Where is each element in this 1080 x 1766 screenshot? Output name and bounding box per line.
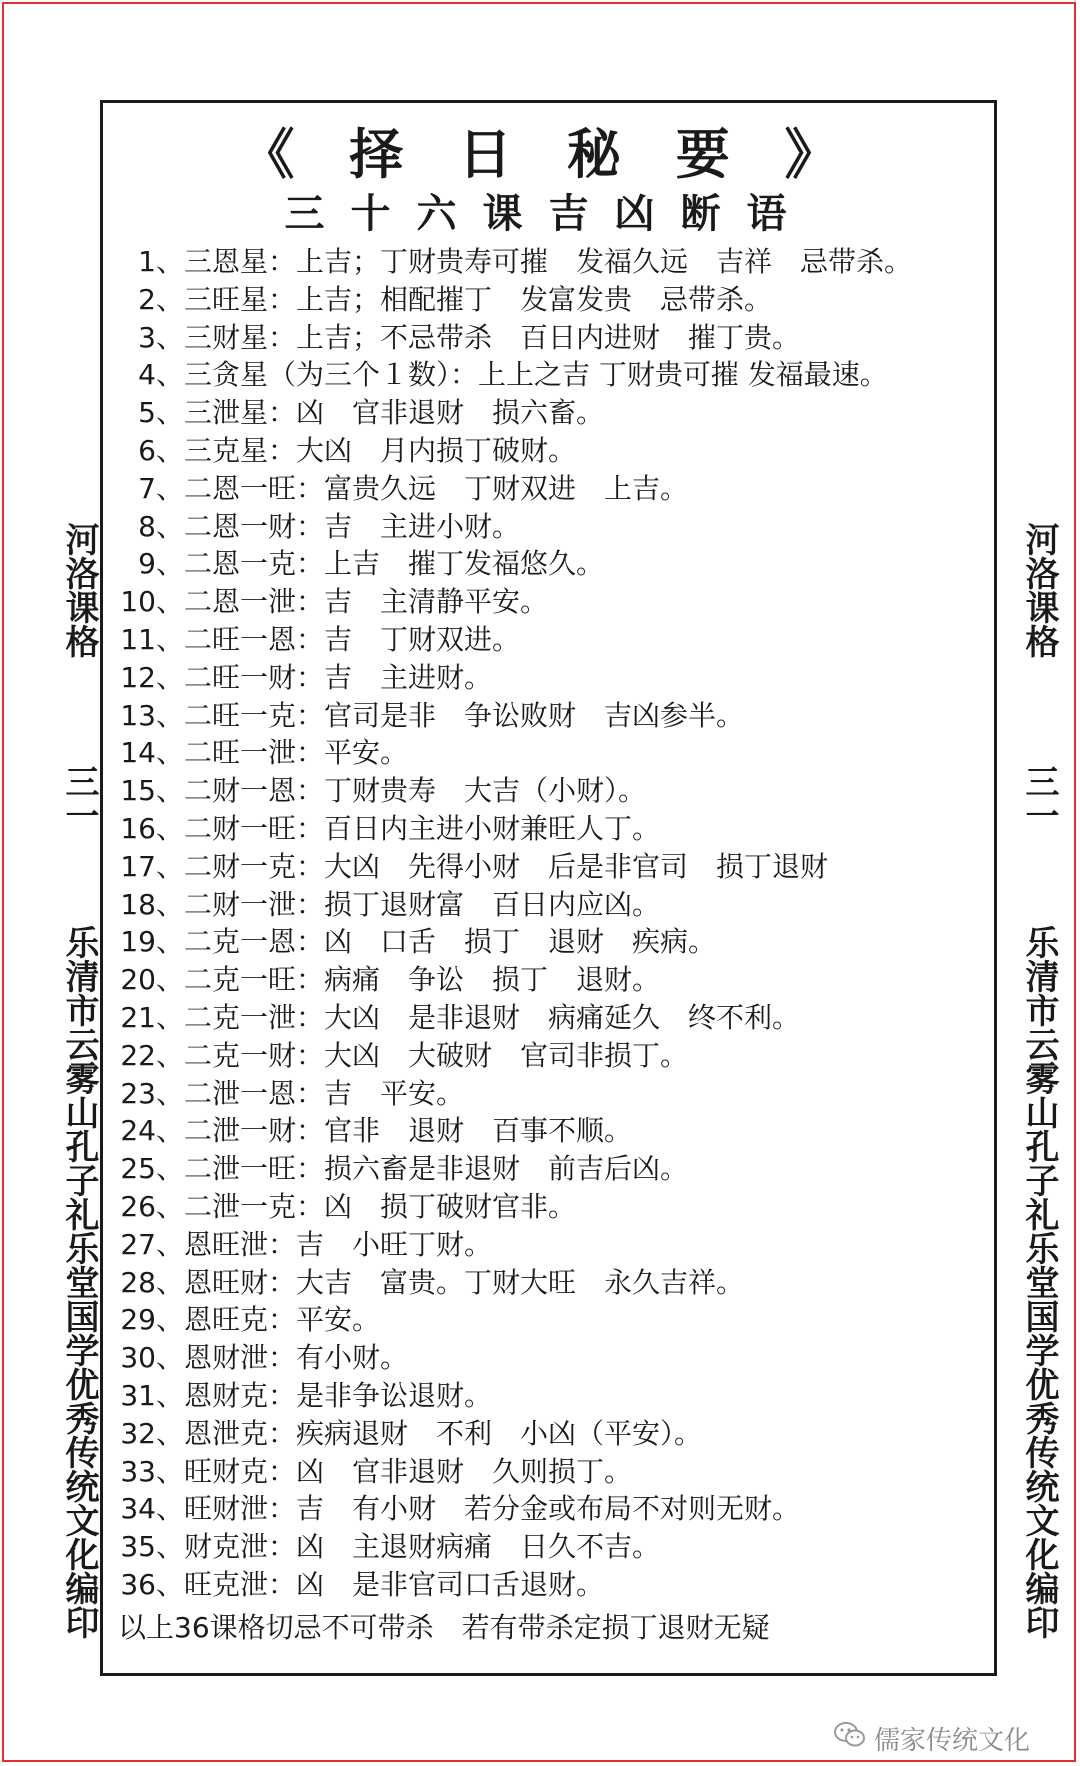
entry-text: 二财一旺：百日内主进小财兼旺人丁。 bbox=[184, 811, 661, 845]
left-side-number: 三一 bbox=[59, 764, 99, 832]
entry-number: 17、 bbox=[120, 849, 184, 883]
entry-text: 恩财泄：有小财。 bbox=[184, 1341, 409, 1375]
entry-number: 29、 bbox=[120, 1303, 184, 1337]
entry-row bbox=[108, 1264, 993, 1302]
entry-text: 二泄一旺：损六畜是非退财 前吉后凶。 bbox=[184, 1152, 689, 1186]
entry-number: 22、 bbox=[120, 1038, 184, 1072]
entry-row bbox=[108, 621, 993, 659]
entry-number: 32、 bbox=[120, 1416, 184, 1450]
entry-number: 8、 bbox=[138, 509, 184, 543]
entry-row bbox=[108, 1188, 993, 1226]
entry-row bbox=[108, 810, 993, 848]
footer-note: 以上36课格切忌不可带杀 若有带杀定损丁退财无疑 bbox=[118, 1611, 770, 1644]
entry-row bbox=[108, 281, 993, 319]
entry-row bbox=[108, 1377, 993, 1415]
entry-text: 三旺星：上吉；相配摧丁 发富发贵 忌带杀。 bbox=[184, 282, 773, 316]
entry-text: 旺财克：凶 官非退财 久则损丁。 bbox=[184, 1454, 633, 1488]
entry-number: 14、 bbox=[120, 736, 184, 770]
entry-number: 11、 bbox=[120, 622, 184, 656]
entry-number: 33、 bbox=[120, 1454, 184, 1488]
watermark-label: 儒家传统文化 bbox=[874, 1726, 1031, 1756]
entry-row bbox=[108, 1226, 993, 1264]
right-side-publisher: 乐清市云雾山孔子礼乐堂国学优秀传统文化编印 bbox=[1019, 925, 1059, 1639]
entry-number: 27、 bbox=[120, 1227, 184, 1261]
entry-text: 二克一恩：凶 口舌 损丁 退财 疾病。 bbox=[184, 925, 717, 959]
entry-text: 恩旺财：大吉 富贵。丁财大旺 永久吉祥。 bbox=[184, 1265, 745, 1299]
entry-row bbox=[108, 961, 993, 999]
entry-text: 三泄星：凶 官非退财 损六畜。 bbox=[184, 396, 605, 430]
entry-number: 24、 bbox=[120, 1114, 184, 1148]
entry-text: 二克一泄：大凶 是非退财 病痛延久 终不利。 bbox=[184, 1000, 801, 1034]
entry-number: 6、 bbox=[138, 433, 184, 467]
entry-text: 恩泄克：疾病退财 不利 小凶（平安）。 bbox=[184, 1416, 703, 1450]
entry-number: 25、 bbox=[120, 1152, 184, 1186]
page-subtitle: 三十六课吉凶断语 bbox=[284, 190, 813, 237]
entry-number: 23、 bbox=[120, 1076, 184, 1110]
entry-number: 31、 bbox=[120, 1378, 184, 1412]
entry-text: 恩财克：是非争讼退财。 bbox=[184, 1378, 493, 1412]
entry-text: 二财一克：大凶 先得小财 后是非官司 损丁退财 bbox=[184, 849, 829, 883]
entry-row bbox=[108, 1415, 993, 1453]
entry-row bbox=[108, 1566, 993, 1604]
entry-number: 34、 bbox=[120, 1492, 184, 1526]
entry-number: 18、 bbox=[120, 887, 184, 921]
entry-row bbox=[108, 545, 993, 583]
entry-text: 二泄一财：官非 退财 百事不顺。 bbox=[184, 1114, 633, 1148]
entry-number: 16、 bbox=[120, 811, 184, 845]
entry-row bbox=[108, 583, 993, 621]
entry-number: 2、 bbox=[138, 282, 184, 316]
entry-row bbox=[108, 1112, 993, 1150]
watermark-text bbox=[836, 1720, 1030, 1757]
entry-text: 三财星：上吉；不忌带杀 百日内进财 摧丁贵。 bbox=[184, 320, 801, 354]
page-title: 《 择 日 秘 要 》 bbox=[240, 122, 857, 186]
entry-text: 二财一泄：损丁退财富 百日内应凶。 bbox=[184, 887, 661, 921]
entry-text: 财克泄：凶 主退财病痛 日久不吉。 bbox=[184, 1530, 661, 1564]
entry-row bbox=[108, 1150, 993, 1188]
entry-number: 21、 bbox=[120, 1000, 184, 1034]
entry-row bbox=[108, 508, 993, 546]
entry-number: 20、 bbox=[120, 963, 184, 997]
entry-number: 12、 bbox=[120, 660, 184, 694]
entry-number: 35、 bbox=[120, 1530, 184, 1564]
entry-row bbox=[108, 1339, 993, 1377]
entry-text: 旺克泄：凶 是非官司口舌退财。 bbox=[184, 1567, 605, 1601]
entry-text: 三贪星（为三个１数）：上上之吉 丁财贵可摧 发福最速。 bbox=[184, 358, 888, 392]
entry-number: 15、 bbox=[120, 774, 184, 808]
entry-row bbox=[108, 772, 993, 810]
entry-number: 10、 bbox=[120, 585, 184, 619]
entry-row bbox=[108, 999, 993, 1037]
entry-text: 二克一财：大凶 大破财 官司非损丁。 bbox=[184, 1038, 689, 1072]
entry-text: 二旺一恩：吉 丁财双进。 bbox=[184, 622, 521, 656]
entry-number: 7、 bbox=[138, 471, 184, 505]
entry-number: 36、 bbox=[120, 1567, 184, 1601]
entry-number: 13、 bbox=[120, 698, 184, 732]
entry-row bbox=[108, 1528, 993, 1566]
entry-row bbox=[108, 319, 993, 357]
entry-text: 二泄一克：凶 损丁破财官非。 bbox=[184, 1189, 577, 1223]
entry-number: 26、 bbox=[120, 1189, 184, 1223]
entry-row bbox=[108, 243, 993, 281]
entry-row bbox=[108, 1075, 993, 1113]
entry-row bbox=[108, 470, 993, 508]
entry-text: 二旺一克：官司是非 争讼败财 吉凶参半。 bbox=[184, 698, 745, 732]
entry-row bbox=[108, 923, 993, 961]
entry-text: 二恩一泄：吉 主清静平安。 bbox=[184, 585, 549, 619]
entry-text: 二恩一旺：富贵久远 丁财双进 上吉。 bbox=[184, 471, 689, 505]
entry-text: 旺财泄：吉 有小财 若分金或布局不对则无财。 bbox=[184, 1492, 801, 1526]
entry-number: 28、 bbox=[120, 1265, 184, 1299]
entry-row bbox=[108, 848, 993, 886]
entry-text: 二泄一恩：吉 平安。 bbox=[184, 1076, 465, 1110]
left-side-publisher: 乐清市云雾山孔子礼乐堂国学优秀传统文化编印 bbox=[59, 925, 99, 1639]
entry-text: 恩旺泄：吉 小旺丁财。 bbox=[184, 1227, 493, 1261]
entry-row bbox=[108, 1453, 993, 1491]
entry-number: 30、 bbox=[120, 1341, 184, 1375]
right-side-heading: 河洛课格 bbox=[1019, 522, 1059, 658]
entry-row bbox=[108, 886, 993, 924]
entry-number: 9、 bbox=[138, 547, 184, 581]
entry-row bbox=[108, 734, 993, 772]
entry-text: 二恩一财：吉 主进小财。 bbox=[184, 509, 521, 543]
entry-number: 1、 bbox=[138, 245, 184, 278]
entry-text: 二旺一财：吉 主进财。 bbox=[184, 660, 493, 694]
entry-text: 二财一恩：丁财贵寿 大吉（小财）。 bbox=[184, 774, 647, 808]
entry-row bbox=[108, 697, 993, 735]
entry-row bbox=[108, 1037, 993, 1075]
entry-text: 三恩星：上吉；丁财贵寿可摧 发福久远 吉祥 忌带杀。 bbox=[184, 245, 913, 278]
entry-text: 恩旺克：平安。 bbox=[184, 1303, 381, 1337]
entry-number: 4、 bbox=[138, 358, 184, 392]
entry-text: 二旺一泄：平安。 bbox=[184, 736, 409, 770]
entry-row bbox=[108, 432, 993, 470]
right-side-number: 三一 bbox=[1019, 764, 1059, 832]
entry-text: 二恩一克：上吉 摧丁发福悠久。 bbox=[184, 547, 605, 581]
entry-row bbox=[108, 394, 993, 432]
entry-row bbox=[108, 356, 993, 394]
entry-number: 19、 bbox=[120, 925, 184, 959]
left-side-heading: 河洛课格 bbox=[59, 522, 99, 658]
entry-text: 三克星：大凶 月内损丁破财。 bbox=[184, 433, 577, 467]
entry-row bbox=[108, 1490, 993, 1528]
entry-list bbox=[108, 243, 993, 1604]
entry-number: 3、 bbox=[138, 320, 184, 354]
entry-row bbox=[108, 1301, 993, 1339]
entry-text: 二克一旺：病痛 争讼 损丁 退财。 bbox=[184, 963, 661, 997]
entry-row bbox=[108, 659, 993, 697]
entry-number: 5、 bbox=[138, 396, 184, 430]
